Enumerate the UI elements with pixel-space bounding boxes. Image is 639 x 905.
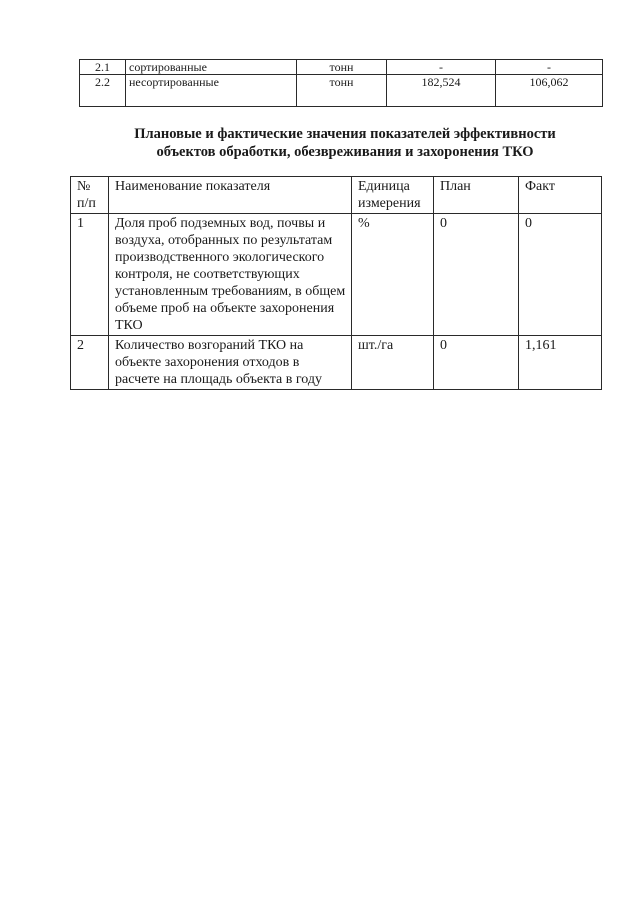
table-row	[71, 214, 602, 336]
table-header-row	[71, 177, 602, 214]
row-fact: 1,161	[519, 336, 602, 390]
row-unit: шт./га	[352, 336, 434, 390]
row-plan: 0	[434, 336, 519, 390]
heading-line-1: Плановые и фактические значения показателей эффективности	[134, 126, 556, 142]
row-number: 2	[71, 336, 109, 390]
row-fact: 106,062	[496, 75, 603, 107]
row-name: Количество возгораний ТКО на объекте захоронения отходов в расчете на площадь объекта в году	[109, 336, 352, 390]
row-plan: -	[387, 60, 496, 75]
row-unit: тонн	[297, 60, 387, 75]
row-unit: %	[352, 214, 434, 336]
heading-line-2: объектов обработки, обезвреживания и захоронения ТКО	[156, 144, 534, 160]
row-number: 2.2	[80, 75, 126, 107]
header-plan: План	[434, 177, 519, 214]
header-fact: Факт	[519, 177, 602, 214]
row-fact: 0	[519, 214, 602, 336]
row-fact: -	[496, 60, 603, 75]
indicators-table	[70, 176, 602, 390]
header-number: № п/п	[71, 177, 109, 214]
row-name: сортированные	[126, 60, 297, 75]
row-number: 2.1	[80, 60, 126, 75]
section-heading	[60, 125, 630, 161]
row-plan: 182,524	[387, 75, 496, 107]
row-unit: тонн	[297, 75, 387, 107]
header-name: Наименование показателя	[109, 177, 352, 214]
table-row	[80, 75, 603, 107]
header-unit: Единица измерения	[352, 177, 434, 214]
table-row	[71, 336, 602, 390]
row-name: несортированные	[126, 75, 297, 107]
row-name: Доля проб подземных вод, почвы и воздуха, отобранных по результатам производственного экологического контроля, не соответствующих установленным требованиям, в общем объеме проб на объекте захоронения ТКО	[109, 214, 352, 336]
row-number: 1	[71, 214, 109, 336]
table-row	[80, 60, 603, 75]
row-plan: 0	[434, 214, 519, 336]
continuation-table	[79, 59, 603, 107]
